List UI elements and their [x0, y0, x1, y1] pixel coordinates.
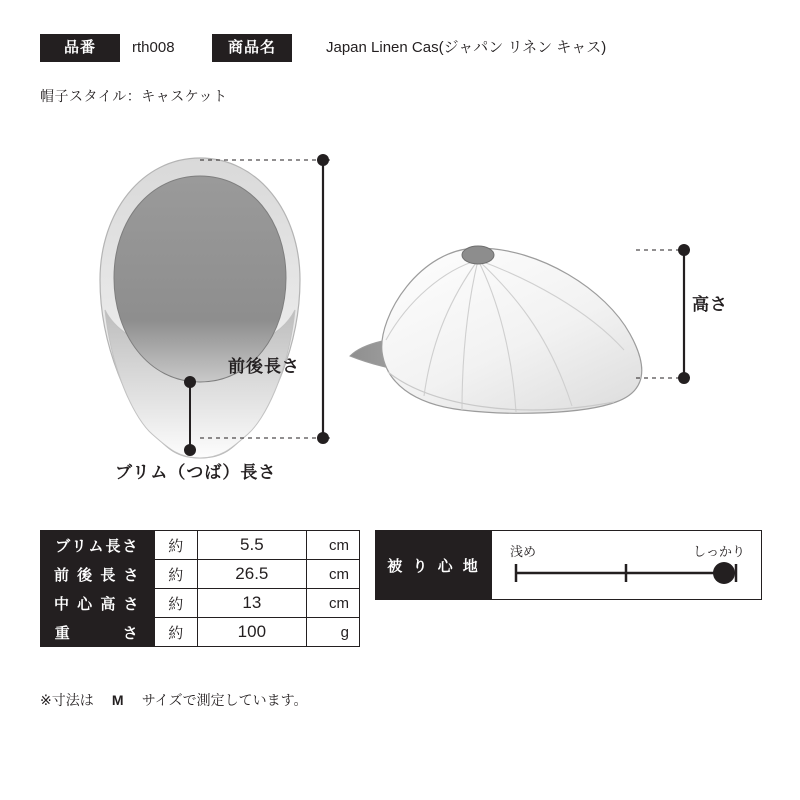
spec-unit: cm — [306, 531, 359, 560]
spec-name: 中 心 高 さ — [41, 589, 155, 618]
spec-name: ブリム長さ — [41, 531, 155, 560]
fit-feel-label: 被 り 心 地 — [376, 531, 492, 599]
spec-name: 重 さ — [41, 618, 155, 647]
spec-unit: cm — [306, 589, 359, 618]
measurement-diagram — [0, 120, 800, 520]
spec-approx: 約 — [154, 589, 197, 618]
note-size: M — [111, 692, 124, 708]
spec-value: 100 — [198, 618, 307, 647]
label-brim-length: ブリム（つば）長さ — [115, 463, 277, 482]
product-name-value: Japan Linen Cas(ジャパン リネン キャス) — [326, 39, 607, 56]
spec-unit: g — [306, 618, 359, 647]
fit-scale-right-label: しっかり — [692, 544, 745, 559]
spec-approx: 約 — [154, 531, 197, 560]
hat-top-view — [100, 154, 330, 458]
spec-approx: 約 — [154, 618, 197, 647]
spec-value: 13 — [198, 589, 307, 618]
hat-style-line: 帽子スタイル：キャスケット — [40, 88, 228, 104]
spec-approx: 約 — [154, 560, 197, 589]
label-front-back-length: 前後長さ — [228, 357, 300, 376]
spec-value: 26.5 — [198, 560, 307, 589]
table-row — [41, 531, 360, 560]
spec-table — [40, 530, 360, 647]
fit-feel-box — [375, 530, 762, 600]
table-row — [41, 589, 360, 618]
measurement-note — [40, 690, 308, 710]
spec-unit: cm — [306, 560, 359, 589]
product-header — [40, 34, 760, 62]
product-no-label: 品番 — [40, 34, 120, 62]
spec-name: 前 後 長 さ — [41, 560, 155, 589]
spec-value: 5.5 — [198, 531, 307, 560]
product-name-label: 商品名 — [212, 34, 292, 62]
note-suffix: サイズで測定しています。 — [141, 692, 308, 708]
label-height: 高さ — [692, 295, 728, 314]
table-row — [41, 618, 360, 647]
fit-scale-left-label: 浅め — [510, 544, 537, 559]
fit-marker — [713, 562, 735, 584]
hat-side-view — [350, 244, 690, 413]
table-row — [41, 560, 360, 589]
note-prefix: ※寸法は — [40, 692, 94, 708]
fit-scale — [492, 531, 761, 599]
product-no-value: rth008 — [132, 39, 175, 56]
